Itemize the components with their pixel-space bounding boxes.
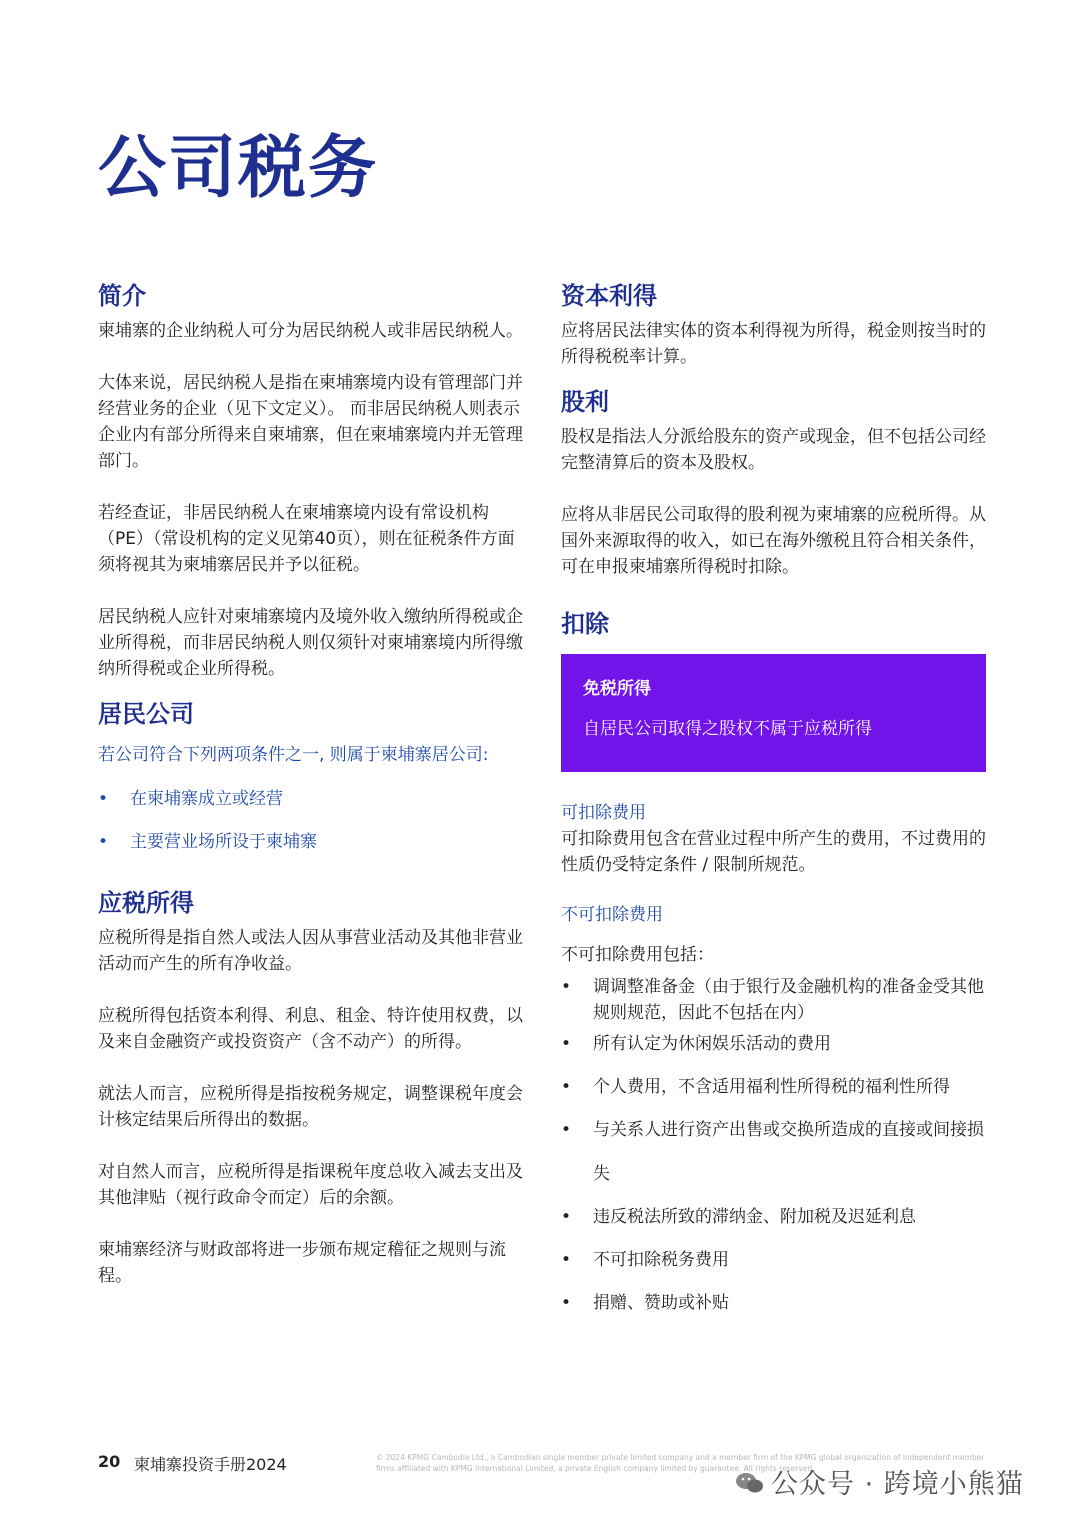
callout-title: 免税所得 [583,679,651,699]
list-item: • 在柬埔寨成立或经营 [98,786,523,812]
list-item: • 个人费用，不含适用福利性所得税的福利性所得 [561,1074,986,1100]
footer-legal-text: © 2024 KPMG Cambodia Ltd., a Cambodian single member private limited company and a member firm of the KPMG global organization of independent member firms affiliated with KPMG International Limited, a private English company limited by guarantee. All rights reserved. [376,1453,985,1473]
capital-heading: 资本利得 [561,282,657,310]
bullet-icon: • [561,1207,572,1227]
bullet-icon: • [561,1034,572,1054]
dividends-heading: 股利 [561,388,609,416]
bullet-icon: • [561,1293,572,1313]
bullet-icon: • [561,1077,572,1097]
watermark-text: 公众号 · 跨境小熊猫 [771,1469,1024,1500]
list-item: • 调调整准备金（由于银行及金融机构的准备金受其他规则规范，因此不包括在内） [561,974,986,1026]
taxable-paragraph: 对自然人而言，应税所得是指课税年度总收入减去支出及其他津贴（视行政命令而定）后的余额。 [98,1162,523,1208]
nondeductible-label: 不可扣除费用 [561,905,663,925]
page-title: 公司税务 [98,129,379,208]
intro-paragraph: 大体来说，居民纳税人是指在柬埔寨境内设有管理部门并经营业务的企业（见下文定义）。 而非居民纳税人则表示企业内有部分所得来自柬埔寨，但在柬埔寨境内并无管理部门。 [98,373,523,471]
callout-body: 自居民公司取得之股权不属于应税所得 [583,719,872,739]
taxable-paragraph: 应税所得是指自然人或法人因从事营业活动及其他非营业活动而产生的所有净收益。 [98,928,523,974]
footer-doc-title: 柬埔寨投资手册2024 [134,1455,287,1474]
bullet-icon: • [98,789,109,809]
dividends-paragraph: 应将从非居民公司取得的股利视为柬埔寨的应税所得。从国外来源取得的收入，如已在海外缴税且符合相关条件，可在申报柬埔寨所得税时扣除。 [561,505,986,577]
capital-gains-section [561,278,986,370]
list-item: • 主要营业场所设于柬埔寨 [98,829,523,855]
bullet-icon: • [561,1250,572,1270]
resident-section [98,696,523,855]
taxable-heading: 应税所得 [98,889,194,917]
taxable-income-section [98,885,523,1289]
deductible-text: 可扣除费用包含在营业过程中所产生的费用，不过费用的性质仍受特定条件 / 限制所规范。 [561,829,986,875]
intro-paragraph: 若经查证，非居民纳税人在柬埔寨境内设有常设机构（PE）（常设机构的定义见第40页），则在征税条件方面须将视其为柬埔寨居民并予以征税。 [98,503,515,575]
dividends-paragraph: 股权是指法人分派给股东的资产或现金，但不包括公司经完整清算后的资本及股权。 [561,427,986,473]
list-item: • 不可扣除税务费用 [561,1247,986,1273]
bullet-icon: • [98,832,109,852]
resident-lead: 若公司符合下列两项条件之一, 则属于柬埔寨居公司: [98,745,489,765]
resident-conditions-list [98,786,523,855]
bullet-icon: • [561,977,572,997]
wechat-icon [735,1471,763,1493]
bullet-icon: • [561,1120,572,1140]
taxable-paragraph: 就法人而言，应税所得是指按税务规定，调整课税年度会计核定结果后所得出的数据。 [98,1084,523,1130]
list-item: • 所有认定为休闲娱乐活动的费用 [561,1031,986,1057]
intro-paragraph: 柬埔寨的企业纳税人可分为居民纳税人或非居民纳税人。 [98,321,523,341]
intro-heading: 简介 [98,282,146,310]
taxable-paragraph: 应税所得包括资本利得、利息、租金、特许使用权费，以及来自金融资产或投资资产（含不动产）的所得。 [98,1006,523,1052]
deductions-heading: 扣除 [561,610,609,638]
intro-paragraph: 居民纳税人应针对柬埔寨境内及境外收入缴纳所得税或企业所得税，而非居民纳税人则仅须针对柬埔寨境内所得缴纳所得税或企业所得税。 [98,607,523,679]
nondeductible-lead: 不可扣除费用包括： [561,945,714,965]
list-item: • 捐赠、赞助或补贴 [561,1290,986,1316]
watermark [735,1462,1024,1501]
page-number: 20 [98,1452,121,1471]
deductible-label: 可扣除费用 [561,803,646,823]
resident-heading: 居民公司 [98,700,194,728]
list-item: • 违反税法所致的滞纳金、附加税及迟延利息 [561,1204,986,1230]
exempt-income-callout [561,654,986,772]
intro-section [98,278,523,682]
taxable-paragraph: 柬埔寨经济与财政部将进一步颁布规定稽征之规则与流程。 [98,1240,506,1286]
left-column [98,278,523,1315]
nondeductible-list [561,974,986,1316]
capital-paragraph: 应将居民法律实体的资本利得视为所得，税金则按当时的所得税税率计算。 [561,321,986,367]
list-item: • 与关系人进行资产出售或交换所造成的直接或间接损失 [561,1108,986,1196]
right-column [561,278,986,1342]
dividends-section [561,384,986,580]
deductions-section [561,606,986,1316]
